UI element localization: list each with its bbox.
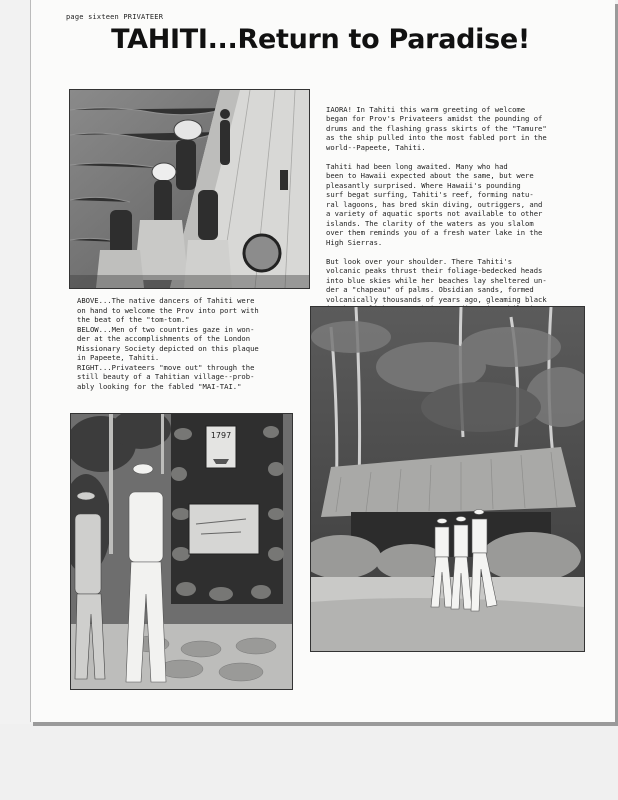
caption-below: BELOW...Men of two countries gaze in won- der at the accomplishments of the London Missionary Society depicted on this plaque in Papeete, Tahiti. <box>77 324 259 362</box>
article-paragraph: Tahiti had been long awaited. Many who had been to Hawaii expected about the same, but were pleasantly surprised. Where Hawaii's pounding surf begat surfing, Tahiti's reef, forming natu- ral lagoons, has bred skin diving, outriggers, and a variety of aquatic sports not available to other islands. The clarity of the waters as you slalom over them reminds you of a fresh water lake in the High Sierras. <box>326 161 543 247</box>
photo-tahitian-village <box>310 306 585 652</box>
caption-above: ABOVE...The native dancers of Tahiti were on hand to welcome the Prov into port with the beat of the "tom-tom." <box>77 296 259 324</box>
running-head: page sixteen PRIVATEER <box>66 13 164 21</box>
article-paragraph: IAORA! In Tahiti this warm greeting of welcome began for Prov's Privateers amidst the pounding of drums and the flashing grass skirts of the "Tamure" as the ship pulled into the most fabled port in the world--Papeete, Tahiti. <box>326 104 547 152</box>
article-body <box>326 95 582 342</box>
photo-native-dancers <box>69 89 310 289</box>
photo-missionary-plaque <box>70 413 293 690</box>
scan-background <box>0 724 618 800</box>
article-paragraph: But look over your shoulder. There Tahiti's volcanic peaks thrust their foliage-bedecked heads into blue skies while her beaches lay sheltered un- der a "chapeau" of palms. Obsidian sands, formed volcanically thousands of years ago, gleaming black <box>326 256 547 304</box>
poster-year: 1797 <box>210 431 232 440</box>
caption-right: RIGHT...Privateers "move out" through the still beauty of a Tahitian village--prob- ably looking for the fabled "MAI-TAI." <box>77 362 255 391</box>
page-title: TAHITI...Return to Paradise! <box>111 24 530 55</box>
photo-captions <box>77 296 299 391</box>
